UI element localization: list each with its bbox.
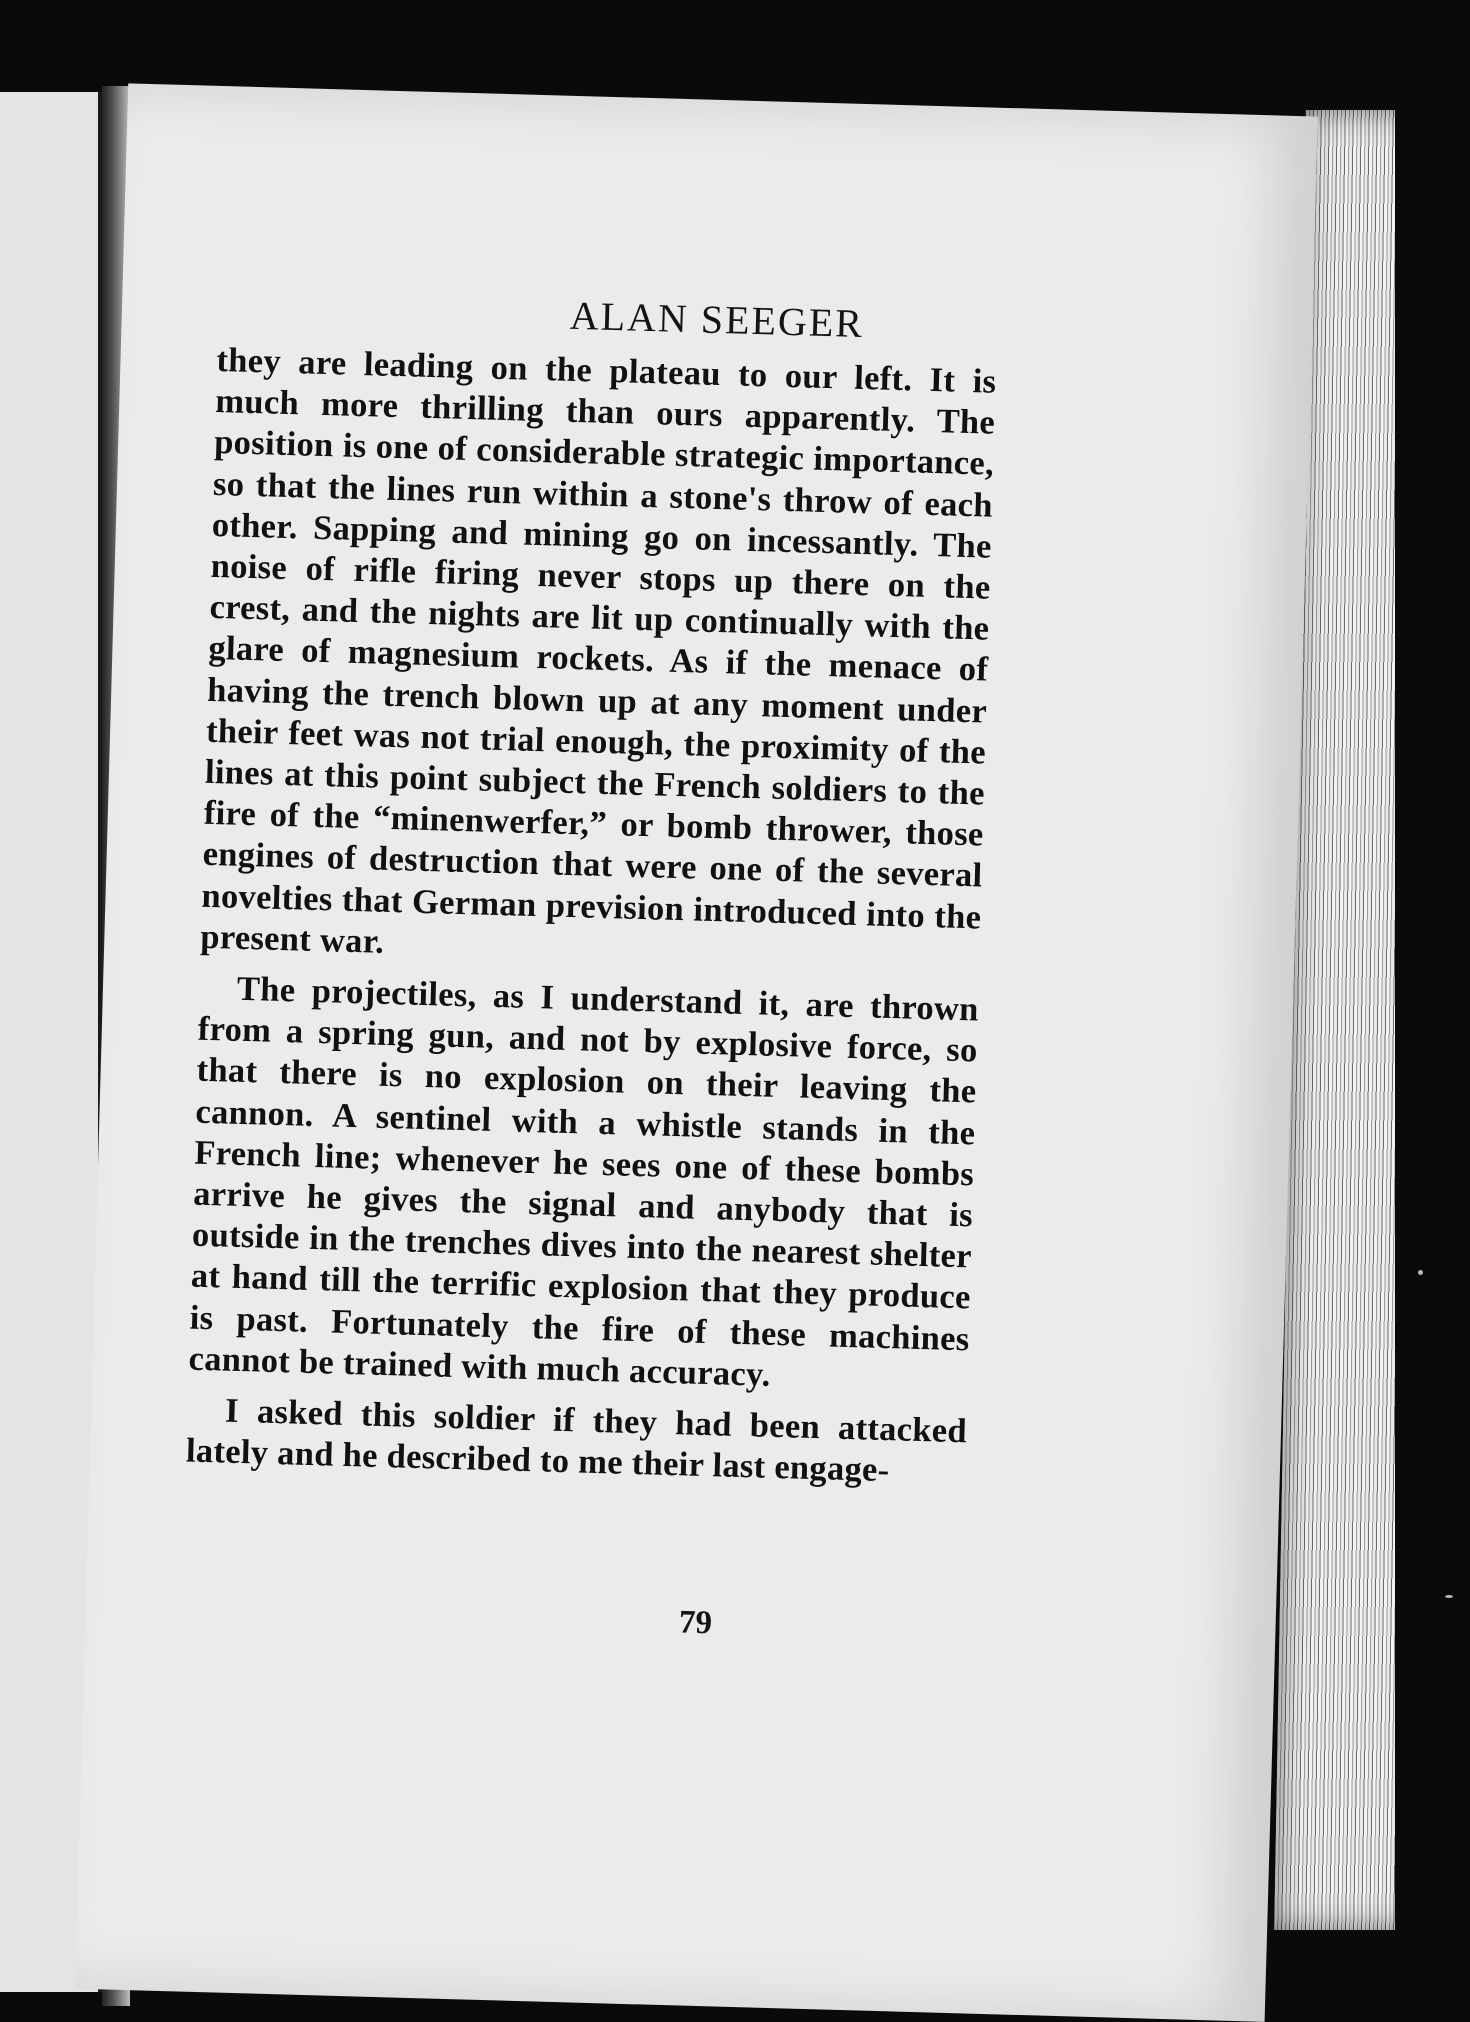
paragraph-3: I asked this soldier if they had been attacked lately and he described to me their last engage- [185, 1391, 968, 1490]
body-text [185, 340, 996, 1494]
dust-speck [1445, 1595, 1453, 1598]
page-number: 79 [678, 1604, 713, 1642]
book-page [75, 83, 1318, 2021]
paragraph-1: they are leading on the plateau to our left. It is much more thrilling than ours apparently. The position is one of considerable strategic importance, so that the lines run within a stone's throw of each other. Sapping and mining go on incessantly. The noise of rifle firing never stops up there on the crest, and the nights are lit up continually with the glare of magnesium rockets. As if the menace of having the trench blown up at any moment under their feet was not trial enough, the proximity of the lines at this point subject the French soldiers to the fire of the “minenwerfer,” or bomb thrower, those engines of destruction that were one of the several novelties that German prevision introduced into the present war. [199, 340, 997, 961]
background-right [1395, 100, 1470, 1980]
running-head: ALAN SEEGER [569, 292, 865, 347]
dust-speck [1418, 1270, 1423, 1275]
paragraph-2: The projectiles, as I understand it, are thrown from a spring gun, and not by explosive force, so that there is no explosion on their leaving the cannon. A sentinel with a whistle stands in the French line; whenever he sees one of these bombs arrive he gives the signal and anybody that is outside in the trenches dives into the nearest shelter at hand till the terrific explosion that they produce is past. Fortunately the fire of these machines cannot be trained with much accuracy. [188, 969, 980, 1394]
